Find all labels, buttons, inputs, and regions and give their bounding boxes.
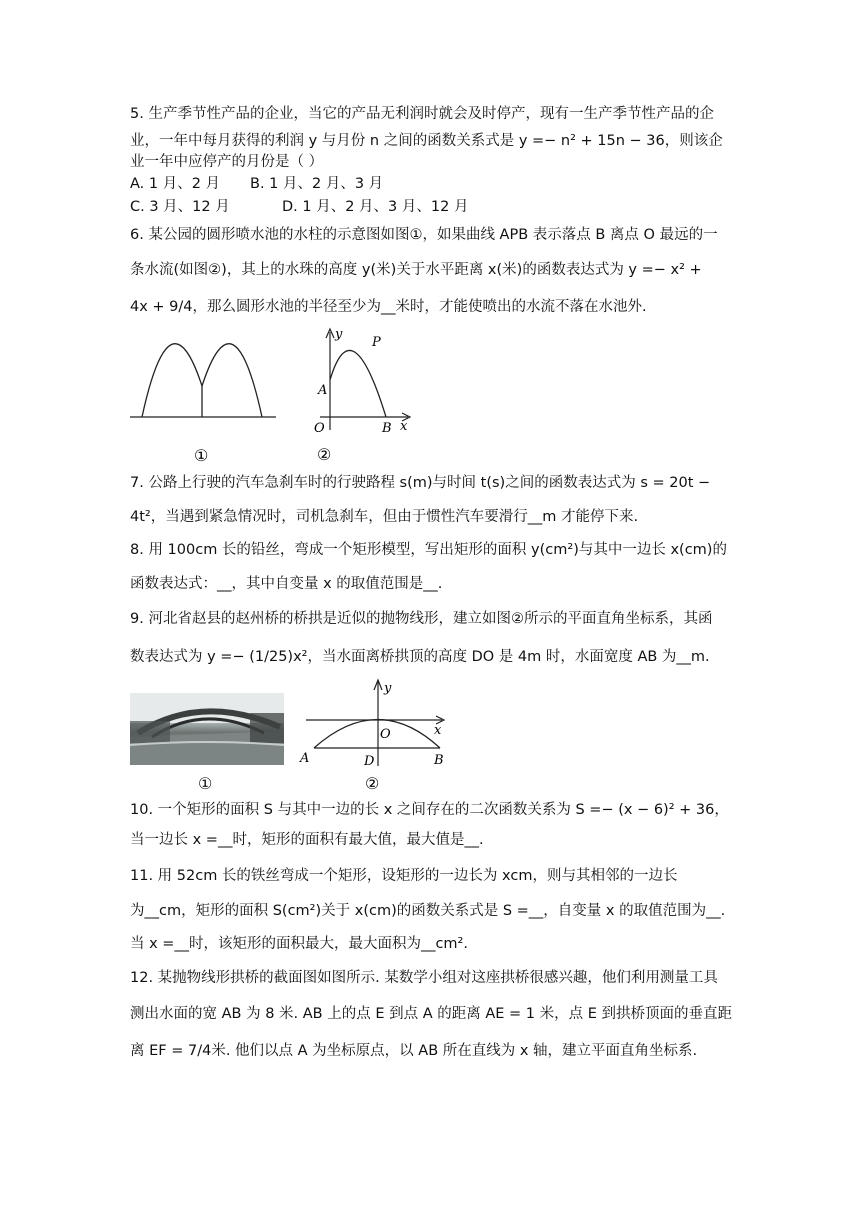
fountain-figure-2 bbox=[308, 326, 418, 466]
q8-line-2: 函数表达式：__，其中自变量 x 的取值范围是__. bbox=[130, 576, 443, 592]
q5-option-c: C. 3 月、12 月 bbox=[130, 199, 230, 215]
q7-line-1: 7. 公路上行驶的汽车急刹车时的行驶路程 s(m)与时间 t(s)之间的函数表达式为 s = 20t − bbox=[130, 475, 711, 491]
fountain-figure-1 bbox=[128, 328, 278, 466]
q12-line-2: 测出水面的宽 AB 为 8 米. AB 上的点 E 到点 A 的距离 AE = 1 米，点 E 到拱桥顶面的垂直距 bbox=[130, 1006, 733, 1022]
q11-line-2: 为__cm，矩形的面积 S(cm²)关于 x(cm)的函数关系式是 S =__，自变量 x 的取值范围为__. bbox=[130, 903, 726, 919]
q6-line-3: 4x + 9/4，那么圆形水池的半径至少为__米时，才能使喷出的水流不落在水池外. bbox=[130, 299, 647, 315]
q5-line-2: 业，一年中每月获得的利润 y 与月份 n 之间的函数关系式是 y =− n² + 15n − 36，则该企 bbox=[130, 133, 723, 149]
q12-line-1: 12. 某抛物线形拱桥的截面图如图所示. 某数学小组对这座拱桥很感兴趣，他们利用测量工具 bbox=[130, 970, 718, 986]
q7-line-2: 4t²，当遇到紧急情况时，司机急刹车，但由于惯性汽车要滑行__m 才能停下来. bbox=[130, 509, 639, 525]
zhaozhou-bridge-photo bbox=[130, 693, 284, 765]
arch-label-o: O bbox=[380, 727, 391, 742]
fig2-caption: ② bbox=[317, 445, 332, 464]
fig2-label-a: A bbox=[318, 383, 328, 398]
fig2-label-o: O bbox=[314, 421, 325, 436]
arch-label-y: y bbox=[384, 681, 392, 696]
fig2-label-p: P bbox=[372, 335, 381, 350]
q5-line-1: 5. 生产季节性产品的企业，当它的产品无利润时就会及时停产，现有一生产季节性产品的企 bbox=[130, 106, 714, 122]
q10-line-2: 当一边长 x =__时，矩形的面积有最大值，最大值是__. bbox=[130, 832, 484, 848]
arch-label-b: B bbox=[434, 753, 444, 768]
q8-line-1: 8. 用 100cm 长的铅丝，弯成一个矩形模型，写出矩形的面积 y(cm²)与其中一边长 x(cm)的 bbox=[130, 542, 727, 558]
q6-line-2: 条水流(如图②)，其上的水珠的高度 y(米)关于水平距离 x(米)的函数表达式为 y =− x² + bbox=[130, 262, 702, 278]
q5-option-d: D. 1 月、2 月、3 月、12 月 bbox=[282, 199, 469, 215]
q11-line-1: 11. 用 52cm 长的铁丝弯成一个矩形，设矩形的一边长为 xcm，则与其相邻的一边长 bbox=[130, 868, 678, 884]
q5-option-b: B. 1 月、2 月、3 月 bbox=[250, 176, 384, 192]
q9-fig2-caption: ② bbox=[365, 774, 380, 793]
arch-label-d: D bbox=[364, 754, 375, 769]
q11-line-3: 当 x =__时，该矩形的面积最大，最大面积为__cm². bbox=[130, 936, 468, 952]
fig2-label-b: B bbox=[382, 421, 392, 436]
q9-line-1: 9. 河北省赵县的赵州桥的桥拱是近似的抛物线形，建立如图②所示的平面直角坐标系，其函 bbox=[130, 611, 713, 627]
q9-fig1-caption: ① bbox=[198, 774, 213, 793]
q5-option-a: A. 1 月、2 月 bbox=[130, 176, 221, 192]
q5-line-3: 业一年中应停产的月份是（ ） bbox=[130, 154, 324, 170]
q9-line-2: 数表达式为 y =− (1/25)x²，当水面离桥拱顶的高度 DO 是 4m 时，水面宽度 AB 为__m. bbox=[130, 649, 710, 665]
fig1-caption: ① bbox=[194, 446, 209, 465]
arch-label-x: x bbox=[434, 723, 442, 738]
arch-label-a: A bbox=[300, 751, 310, 766]
q12-line-3: 离 EF = 7/4米. 他们以点 A 为坐标原点，以 AB 所在直线为 x 轴，建立平面直角坐标系. bbox=[130, 1043, 698, 1059]
q6-line-1: 6. 某公园的圆形喷水池的水柱的示意图如图①，如果曲线 APB 表示落点 B 离点 O 最远的一 bbox=[130, 227, 718, 243]
bridge-arch-figure bbox=[296, 676, 456, 794]
q10-line-1: 10. 一个矩形的面积 S 与其中一边的长 x 之间存在的二次函数关系为 S =− (x − 6)² + 36， bbox=[130, 802, 729, 818]
fig2-label-x: x bbox=[400, 419, 408, 434]
fig2-label-y: y bbox=[335, 327, 343, 342]
